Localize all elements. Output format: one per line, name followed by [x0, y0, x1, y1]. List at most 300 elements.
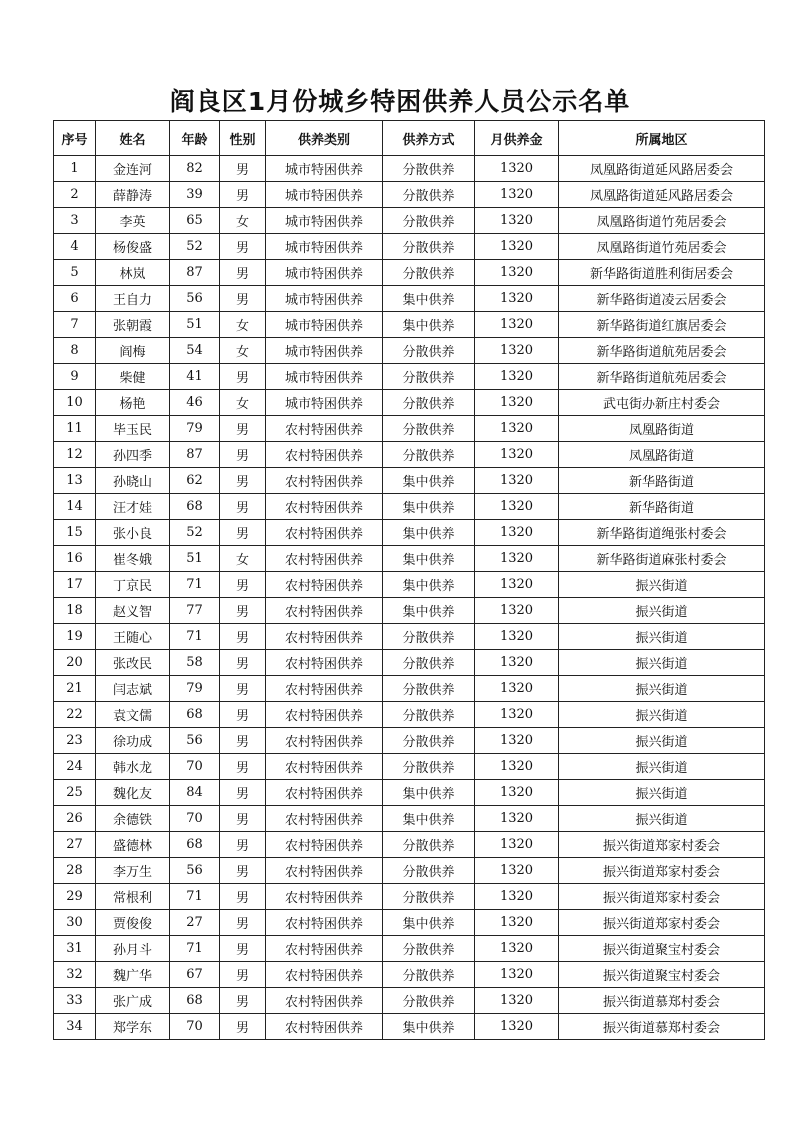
cell-gender: 女	[220, 546, 266, 572]
cell-index: 25	[54, 780, 96, 806]
cell-monthly-allowance: 1320	[475, 546, 559, 572]
cell-support-category: 农村特困供养	[266, 598, 383, 624]
cell-monthly-allowance: 1320	[475, 988, 559, 1014]
table-row	[54, 338, 765, 364]
cell-region: 新华路街道	[559, 468, 765, 494]
cell-region: 振兴街道	[559, 572, 765, 598]
cell-gender: 男	[220, 416, 266, 442]
cell-index: 3	[54, 208, 96, 234]
cell-monthly-allowance: 1320	[475, 260, 559, 286]
cell-gender: 男	[220, 468, 266, 494]
header-cell-support-category: 供养类别	[266, 121, 383, 156]
cell-support-category: 城市特困供养	[266, 156, 383, 182]
cell-support-category: 城市特困供养	[266, 312, 383, 338]
table-row	[54, 546, 765, 572]
cell-support-method: 集中供养	[383, 494, 475, 520]
table-row	[54, 156, 765, 182]
cell-gender: 男	[220, 702, 266, 728]
cell-index: 8	[54, 338, 96, 364]
cell-index: 23	[54, 728, 96, 754]
cell-region: 新华路街道凌云居委会	[559, 286, 765, 312]
cell-support-method: 分散供养	[383, 702, 475, 728]
cell-support-method: 分散供养	[383, 832, 475, 858]
cell-support-method: 分散供养	[383, 728, 475, 754]
cell-age: 87	[170, 260, 220, 286]
table-row	[54, 598, 765, 624]
cell-region: 新华路街道绳张村委会	[559, 520, 765, 546]
cell-support-category: 农村特困供养	[266, 962, 383, 988]
cell-gender: 男	[220, 1014, 266, 1040]
cell-name: 魏化友	[96, 780, 170, 806]
cell-age: 82	[170, 156, 220, 182]
cell-name: 丁京民	[96, 572, 170, 598]
table-row	[54, 728, 765, 754]
cell-gender: 女	[220, 312, 266, 338]
cell-monthly-allowance: 1320	[475, 286, 559, 312]
cell-name: 杨艳	[96, 390, 170, 416]
cell-region: 振兴街道慕郑村委会	[559, 988, 765, 1014]
cell-monthly-allowance: 1320	[475, 520, 559, 546]
cell-monthly-allowance: 1320	[475, 312, 559, 338]
cell-region: 凤凰路街道竹苑居委会	[559, 208, 765, 234]
header-cell-monthly-allowance: 月供养金	[475, 121, 559, 156]
table-row	[54, 260, 765, 286]
cell-age: 58	[170, 650, 220, 676]
header-row	[54, 121, 765, 156]
table-row	[54, 494, 765, 520]
cell-age: 41	[170, 364, 220, 390]
cell-name: 袁文儒	[96, 702, 170, 728]
cell-region: 振兴街道聚宝村委会	[559, 936, 765, 962]
cell-support-method: 分散供养	[383, 962, 475, 988]
table-row	[54, 650, 765, 676]
cell-monthly-allowance: 1320	[475, 494, 559, 520]
cell-support-method: 分散供养	[383, 156, 475, 182]
cell-support-method: 分散供养	[383, 676, 475, 702]
cell-index: 13	[54, 468, 96, 494]
cell-support-method: 分散供养	[383, 650, 475, 676]
cell-name: 韩水龙	[96, 754, 170, 780]
cell-gender: 男	[220, 858, 266, 884]
cell-support-method: 分散供养	[383, 884, 475, 910]
cell-name: 汪才娃	[96, 494, 170, 520]
cell-region: 振兴街道	[559, 728, 765, 754]
table-row	[54, 312, 765, 338]
cell-monthly-allowance: 1320	[475, 676, 559, 702]
cell-name: 张广成	[96, 988, 170, 1014]
cell-gender: 男	[220, 182, 266, 208]
cell-support-category: 城市特困供养	[266, 234, 383, 260]
cell-index: 18	[54, 598, 96, 624]
cell-support-category: 城市特困供养	[266, 338, 383, 364]
cell-monthly-allowance: 1320	[475, 364, 559, 390]
cell-age: 54	[170, 338, 220, 364]
cell-name: 孙月斗	[96, 936, 170, 962]
cell-support-method: 集中供养	[383, 312, 475, 338]
table-row	[54, 364, 765, 390]
cell-region: 新华路街道麻张村委会	[559, 546, 765, 572]
cell-name: 余德铁	[96, 806, 170, 832]
cell-name: 崔冬娥	[96, 546, 170, 572]
cell-name: 薛静涛	[96, 182, 170, 208]
cell-support-method: 分散供养	[383, 988, 475, 1014]
cell-region: 振兴街道	[559, 702, 765, 728]
cell-index: 5	[54, 260, 96, 286]
cell-index: 21	[54, 676, 96, 702]
header-cell-region: 所属地区	[559, 121, 765, 156]
cell-region: 凤凰路街道	[559, 416, 765, 442]
roster-table	[53, 120, 765, 1040]
cell-region: 武屯街办新庄村委会	[559, 390, 765, 416]
table-row	[54, 468, 765, 494]
cell-index: 20	[54, 650, 96, 676]
cell-index: 19	[54, 624, 96, 650]
cell-index: 29	[54, 884, 96, 910]
cell-region: 振兴街道	[559, 780, 765, 806]
cell-support-method: 分散供养	[383, 260, 475, 286]
cell-support-method: 集中供养	[383, 572, 475, 598]
cell-age: 70	[170, 1014, 220, 1040]
cell-index: 10	[54, 390, 96, 416]
cell-name: 郑学东	[96, 1014, 170, 1040]
table-row	[54, 234, 765, 260]
cell-index: 6	[54, 286, 96, 312]
table-row	[54, 572, 765, 598]
cell-gender: 男	[220, 832, 266, 858]
cell-gender: 女	[220, 390, 266, 416]
table-row	[54, 208, 765, 234]
cell-name: 贾俊俊	[96, 910, 170, 936]
cell-support-category: 城市特困供养	[266, 364, 383, 390]
table-row	[54, 884, 765, 910]
cell-region: 振兴街道聚宝村委会	[559, 962, 765, 988]
cell-support-method: 集中供养	[383, 520, 475, 546]
cell-age: 52	[170, 520, 220, 546]
cell-monthly-allowance: 1320	[475, 806, 559, 832]
cell-region: 凤凰路街道延风路居委会	[559, 182, 765, 208]
cell-age: 68	[170, 494, 220, 520]
cell-support-method: 分散供养	[383, 338, 475, 364]
cell-age: 39	[170, 182, 220, 208]
cell-name: 李万生	[96, 858, 170, 884]
cell-index: 12	[54, 442, 96, 468]
cell-name: 常根利	[96, 884, 170, 910]
cell-name: 赵义智	[96, 598, 170, 624]
cell-gender: 男	[220, 806, 266, 832]
cell-support-method: 分散供养	[383, 416, 475, 442]
cell-support-category: 农村特困供养	[266, 780, 383, 806]
cell-age: 56	[170, 286, 220, 312]
cell-monthly-allowance: 1320	[475, 416, 559, 442]
cell-monthly-allowance: 1320	[475, 442, 559, 468]
cell-support-category: 农村特困供养	[266, 910, 383, 936]
cell-region: 新华路街道胜利街居委会	[559, 260, 765, 286]
cell-gender: 男	[220, 624, 266, 650]
cell-monthly-allowance: 1320	[475, 962, 559, 988]
cell-monthly-allowance: 1320	[475, 156, 559, 182]
cell-region: 振兴街道郑家村委会	[559, 910, 765, 936]
cell-name: 王自力	[96, 286, 170, 312]
cell-age: 84	[170, 780, 220, 806]
cell-region: 新华路街道航苑居委会	[559, 338, 765, 364]
cell-region: 振兴街道	[559, 598, 765, 624]
cell-region: 振兴街道	[559, 676, 765, 702]
cell-age: 87	[170, 442, 220, 468]
cell-support-category: 农村特困供养	[266, 520, 383, 546]
cell-monthly-allowance: 1320	[475, 780, 559, 806]
cell-name: 孙晓山	[96, 468, 170, 494]
cell-support-method: 集中供养	[383, 468, 475, 494]
cell-support-category: 农村特困供养	[266, 624, 383, 650]
cell-support-method: 集中供养	[383, 598, 475, 624]
cell-age: 51	[170, 312, 220, 338]
cell-index: 9	[54, 364, 96, 390]
cell-gender: 男	[220, 780, 266, 806]
cell-index: 15	[54, 520, 96, 546]
table-row	[54, 390, 765, 416]
table-row	[54, 754, 765, 780]
cell-index: 17	[54, 572, 96, 598]
cell-index: 30	[54, 910, 96, 936]
cell-index: 2	[54, 182, 96, 208]
cell-name: 闫志斌	[96, 676, 170, 702]
cell-index: 28	[54, 858, 96, 884]
cell-age: 51	[170, 546, 220, 572]
cell-age: 52	[170, 234, 220, 260]
cell-support-method: 分散供养	[383, 208, 475, 234]
cell-gender: 女	[220, 338, 266, 364]
cell-region: 振兴街道	[559, 806, 765, 832]
cell-support-category: 城市特困供养	[266, 390, 383, 416]
cell-support-category: 农村特困供养	[266, 546, 383, 572]
cell-gender: 男	[220, 286, 266, 312]
cell-name: 柴健	[96, 364, 170, 390]
cell-monthly-allowance: 1320	[475, 910, 559, 936]
cell-monthly-allowance: 1320	[475, 624, 559, 650]
cell-monthly-allowance: 1320	[475, 572, 559, 598]
cell-region: 振兴街道郑家村委会	[559, 858, 765, 884]
cell-gender: 男	[220, 260, 266, 286]
cell-support-method: 分散供养	[383, 390, 475, 416]
table-row	[54, 286, 765, 312]
cell-support-method: 集中供养	[383, 546, 475, 572]
cell-support-method: 集中供养	[383, 1014, 475, 1040]
cell-index: 1	[54, 156, 96, 182]
header-cell-support-method: 供养方式	[383, 121, 475, 156]
cell-age: 71	[170, 624, 220, 650]
cell-name: 阎梅	[96, 338, 170, 364]
cell-support-category: 农村特困供养	[266, 936, 383, 962]
cell-monthly-allowance: 1320	[475, 858, 559, 884]
cell-region: 新华路街道航苑居委会	[559, 364, 765, 390]
cell-name: 盛德林	[96, 832, 170, 858]
cell-monthly-allowance: 1320	[475, 702, 559, 728]
cell-name: 徐功成	[96, 728, 170, 754]
table-row	[54, 858, 765, 884]
cell-index: 14	[54, 494, 96, 520]
cell-age: 65	[170, 208, 220, 234]
cell-support-method: 分散供养	[383, 442, 475, 468]
header-cell-age: 年龄	[170, 121, 220, 156]
cell-monthly-allowance: 1320	[475, 1014, 559, 1040]
cell-gender: 男	[220, 676, 266, 702]
cell-age: 56	[170, 728, 220, 754]
cell-support-category: 农村特困供养	[266, 884, 383, 910]
cell-gender: 女	[220, 208, 266, 234]
cell-age: 27	[170, 910, 220, 936]
cell-gender: 男	[220, 598, 266, 624]
cell-age: 68	[170, 832, 220, 858]
cell-monthly-allowance: 1320	[475, 208, 559, 234]
cell-support-method: 分散供养	[383, 858, 475, 884]
cell-support-category: 农村特困供养	[266, 728, 383, 754]
cell-age: 77	[170, 598, 220, 624]
cell-support-category: 城市特困供养	[266, 208, 383, 234]
cell-age: 71	[170, 884, 220, 910]
cell-name: 金连河	[96, 156, 170, 182]
cell-support-category: 农村特困供养	[266, 702, 383, 728]
cell-name: 林岚	[96, 260, 170, 286]
cell-index: 16	[54, 546, 96, 572]
cell-age: 70	[170, 806, 220, 832]
cell-gender: 男	[220, 988, 266, 1014]
table-row	[54, 936, 765, 962]
table-row	[54, 442, 765, 468]
table-body	[54, 156, 765, 1040]
cell-region: 振兴街道	[559, 754, 765, 780]
table-row	[54, 676, 765, 702]
cell-support-category: 农村特困供养	[266, 676, 383, 702]
table-row	[54, 910, 765, 936]
cell-support-method: 分散供养	[383, 754, 475, 780]
table-row	[54, 832, 765, 858]
cell-support-category: 农村特困供养	[266, 858, 383, 884]
table-row	[54, 702, 765, 728]
cell-age: 68	[170, 988, 220, 1014]
cell-index: 4	[54, 234, 96, 260]
cell-region: 凤凰路街道	[559, 442, 765, 468]
cell-support-method: 分散供养	[383, 936, 475, 962]
page-title: 阎良区1月份城乡特困供养人员公示名单	[169, 87, 631, 116]
cell-monthly-allowance: 1320	[475, 598, 559, 624]
cell-index: 11	[54, 416, 96, 442]
cell-monthly-allowance: 1320	[475, 468, 559, 494]
cell-name: 魏广华	[96, 962, 170, 988]
cell-age: 68	[170, 702, 220, 728]
cell-support-method: 分散供养	[383, 624, 475, 650]
cell-age: 62	[170, 468, 220, 494]
header-cell-index: 序号	[54, 121, 96, 156]
cell-region: 凤凰路街道延风路居委会	[559, 156, 765, 182]
cell-monthly-allowance: 1320	[475, 338, 559, 364]
table-row	[54, 182, 765, 208]
cell-gender: 男	[220, 910, 266, 936]
cell-index: 32	[54, 962, 96, 988]
cell-gender: 男	[220, 234, 266, 260]
cell-support-method: 分散供养	[383, 182, 475, 208]
cell-region: 新华路街道红旗居委会	[559, 312, 765, 338]
cell-monthly-allowance: 1320	[475, 754, 559, 780]
cell-gender: 男	[220, 572, 266, 598]
table-row	[54, 962, 765, 988]
cell-age: 46	[170, 390, 220, 416]
cell-age: 79	[170, 676, 220, 702]
cell-support-category: 城市特困供养	[266, 182, 383, 208]
table-row	[54, 1014, 765, 1040]
cell-support-method: 集中供养	[383, 910, 475, 936]
cell-region: 新华路街道	[559, 494, 765, 520]
cell-name: 毕玉民	[96, 416, 170, 442]
cell-index: 27	[54, 832, 96, 858]
cell-support-category: 农村特困供养	[266, 1014, 383, 1040]
cell-region: 振兴街道郑家村委会	[559, 884, 765, 910]
table-row	[54, 520, 765, 546]
cell-support-method: 集中供养	[383, 286, 475, 312]
cell-gender: 男	[220, 936, 266, 962]
cell-age: 70	[170, 754, 220, 780]
cell-name: 张朝霞	[96, 312, 170, 338]
cell-support-category: 农村特困供养	[266, 494, 383, 520]
cell-name: 李英	[96, 208, 170, 234]
cell-monthly-allowance: 1320	[475, 650, 559, 676]
cell-index: 22	[54, 702, 96, 728]
cell-support-category: 农村特困供养	[266, 832, 383, 858]
cell-monthly-allowance: 1320	[475, 390, 559, 416]
cell-name: 孙四季	[96, 442, 170, 468]
cell-support-category: 农村特困供养	[266, 416, 383, 442]
cell-monthly-allowance: 1320	[475, 936, 559, 962]
table-row	[54, 988, 765, 1014]
cell-age: 79	[170, 416, 220, 442]
cell-index: 7	[54, 312, 96, 338]
cell-support-method: 集中供养	[383, 806, 475, 832]
cell-name: 杨俊盛	[96, 234, 170, 260]
header-cell-name: 姓名	[96, 121, 170, 156]
cell-age: 71	[170, 936, 220, 962]
cell-support-method: 集中供养	[383, 780, 475, 806]
cell-monthly-allowance: 1320	[475, 728, 559, 754]
cell-monthly-allowance: 1320	[475, 234, 559, 260]
cell-index: 24	[54, 754, 96, 780]
cell-index: 34	[54, 1014, 96, 1040]
cell-gender: 男	[220, 364, 266, 390]
cell-region: 振兴街道慕郑村委会	[559, 1014, 765, 1040]
table-row	[54, 624, 765, 650]
cell-gender: 男	[220, 156, 266, 182]
cell-support-category: 农村特困供养	[266, 806, 383, 832]
cell-name: 张小良	[96, 520, 170, 546]
table-row	[54, 806, 765, 832]
cell-support-category: 城市特困供养	[266, 286, 383, 312]
cell-gender: 男	[220, 754, 266, 780]
cell-region: 振兴街道郑家村委会	[559, 832, 765, 858]
table-row	[54, 780, 765, 806]
cell-gender: 男	[220, 884, 266, 910]
cell-monthly-allowance: 1320	[475, 182, 559, 208]
cell-index: 31	[54, 936, 96, 962]
cell-gender: 男	[220, 728, 266, 754]
cell-region: 振兴街道	[559, 650, 765, 676]
cell-support-category: 城市特困供养	[266, 260, 383, 286]
cell-index: 33	[54, 988, 96, 1014]
cell-monthly-allowance: 1320	[475, 832, 559, 858]
cell-name: 王随心	[96, 624, 170, 650]
cell-gender: 男	[220, 494, 266, 520]
cell-age: 71	[170, 572, 220, 598]
cell-age: 56	[170, 858, 220, 884]
cell-support-method: 分散供养	[383, 234, 475, 260]
cell-support-category: 农村特困供养	[266, 754, 383, 780]
